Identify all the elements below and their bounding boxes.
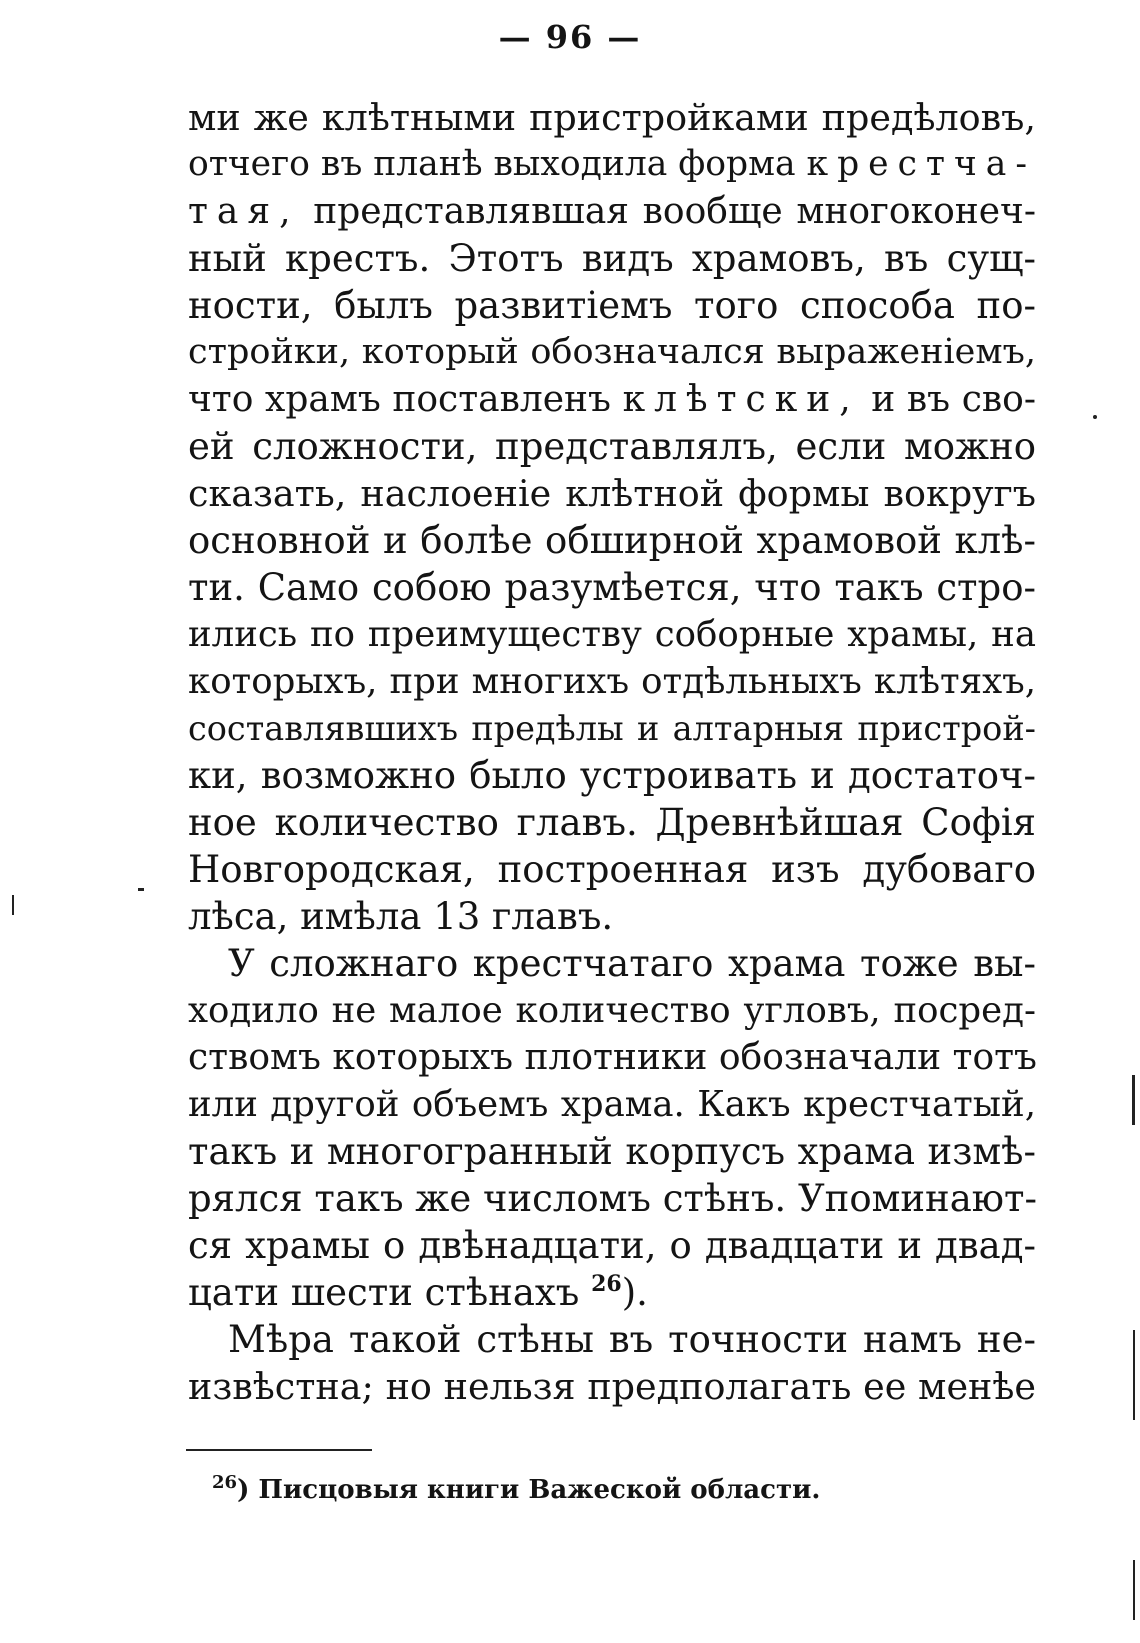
line-text: основной и болѣе обширной храмовой клѣ- bbox=[188, 519, 1036, 562]
text-line bbox=[188, 564, 1036, 611]
line-text: ное количество главъ. Древнѣйшая Софія bbox=[188, 801, 1036, 844]
text-line bbox=[188, 329, 1036, 376]
line-text: Новгородская, построенная изъ дубоваго bbox=[188, 848, 1036, 891]
text-line bbox=[188, 94, 1036, 141]
footnote-text: ) Писцовыя книги Важеской области. bbox=[237, 1475, 821, 1505]
line-text: тая, представлявшая вообще многоконеч- bbox=[188, 191, 1036, 232]
line-text: ти. Само собою разумѣется, что такъ стро- bbox=[188, 566, 1036, 609]
text-line bbox=[188, 611, 1036, 658]
line-text: отчего въ планѣ выходила форма крестча- bbox=[188, 144, 1037, 184]
footnote-reference: 26 bbox=[591, 1271, 622, 1297]
body-text bbox=[188, 94, 1036, 1410]
line-text: ки, возможно было устроивать и достаточ- bbox=[188, 754, 1036, 797]
line-text: стройки, который обозначался выраженіемъ, bbox=[188, 332, 1036, 372]
scan-edge-mark bbox=[1133, 1560, 1135, 1620]
scan-edge-mark bbox=[1133, 1330, 1135, 1420]
text-line bbox=[188, 423, 1036, 470]
text-line bbox=[188, 1034, 1036, 1081]
text-line bbox=[188, 752, 1036, 799]
text-line bbox=[188, 1363, 1036, 1410]
spaced-emphasis: тая, bbox=[188, 191, 300, 232]
scan-edge-mark bbox=[138, 888, 144, 891]
line-text: ся храмы о двѣнадцати, о двадцати и двад- bbox=[188, 1224, 1036, 1267]
footnote-marker: 26 bbox=[212, 1472, 238, 1493]
line-text: которыхъ, при многихъ отдѣльныхъ клѣтяхъ, bbox=[188, 661, 1036, 702]
line-text: Мѣра такой стѣны въ точности намъ не- bbox=[228, 1318, 1036, 1361]
line-text: такъ и многогранный корпусъ храма измѣ- bbox=[188, 1130, 1036, 1173]
text-line bbox=[188, 188, 1036, 235]
text-line bbox=[188, 235, 1036, 282]
line-text: ходило не малое количество угловъ, посред- bbox=[188, 990, 1036, 1031]
text-line bbox=[188, 376, 1036, 423]
text-line bbox=[188, 1269, 1036, 1316]
line-text: ились по преимуществу соборные храмы, на bbox=[188, 614, 1036, 655]
text-line bbox=[188, 1222, 1036, 1269]
footnote-divider bbox=[186, 1449, 372, 1451]
line-text: сказать, наслоеніе клѣтной формы вокругъ bbox=[188, 472, 1036, 515]
text-line bbox=[188, 893, 1036, 940]
text-line bbox=[188, 470, 1036, 517]
line-text: лѣса, имѣла 13 главъ. bbox=[188, 895, 614, 938]
line-text: что храмъ поставленъ клѣтски, и въ сво- bbox=[188, 379, 1036, 420]
line-text: ми же клѣтными пристройками предѣловъ, bbox=[188, 96, 1036, 139]
text-line bbox=[188, 141, 1036, 188]
line-text: ности, былъ развитіемъ того способа по- bbox=[188, 284, 1036, 327]
scan-edge-mark bbox=[1132, 1075, 1135, 1125]
text-line bbox=[188, 1175, 1036, 1222]
text-line bbox=[188, 1128, 1036, 1175]
text-line bbox=[188, 282, 1036, 329]
text-line bbox=[188, 517, 1036, 564]
text-line bbox=[188, 705, 1036, 752]
text-line bbox=[188, 846, 1036, 893]
scan-edge-mark bbox=[1093, 415, 1097, 419]
text-line bbox=[188, 1316, 1036, 1363]
text-line bbox=[188, 658, 1036, 705]
line-text: рялся такъ же числомъ стѣнъ. Упоминают- bbox=[188, 1177, 1037, 1220]
line-text: ствомъ которыхъ плотники обозначали тотъ bbox=[188, 1037, 1037, 1078]
text-line bbox=[188, 940, 1036, 987]
page-number: — 96 — bbox=[498, 18, 642, 56]
text-line bbox=[188, 799, 1036, 846]
line-text-tail: ). bbox=[621, 1271, 648, 1314]
line-text: или другой объемъ храма. Какъ крестчатый, bbox=[188, 1084, 1036, 1125]
line-text: У сложнаго крестчатаго храма тоже вы- bbox=[228, 942, 1036, 985]
spaced-emphasis: клѣтски, bbox=[622, 379, 860, 420]
line-text: ный крестъ. Этотъ видъ храмовъ, въ сущ- bbox=[188, 237, 1036, 280]
footnote bbox=[212, 1472, 821, 1505]
text-line bbox=[188, 987, 1036, 1034]
line-text: ей сложности, представлялъ, если можно bbox=[188, 425, 1036, 468]
line-text: составлявшихъ предѣлы и алтарныя пристрой- bbox=[188, 709, 1036, 748]
line-text: извѣстна; но нельзя предполагать ее менѣе bbox=[188, 1365, 1036, 1408]
text-line bbox=[188, 1081, 1036, 1128]
line-text: цати шести стѣнахъ bbox=[188, 1271, 580, 1314]
scan-edge-mark bbox=[12, 895, 14, 915]
spaced-emphasis: крестча- bbox=[806, 144, 1037, 184]
